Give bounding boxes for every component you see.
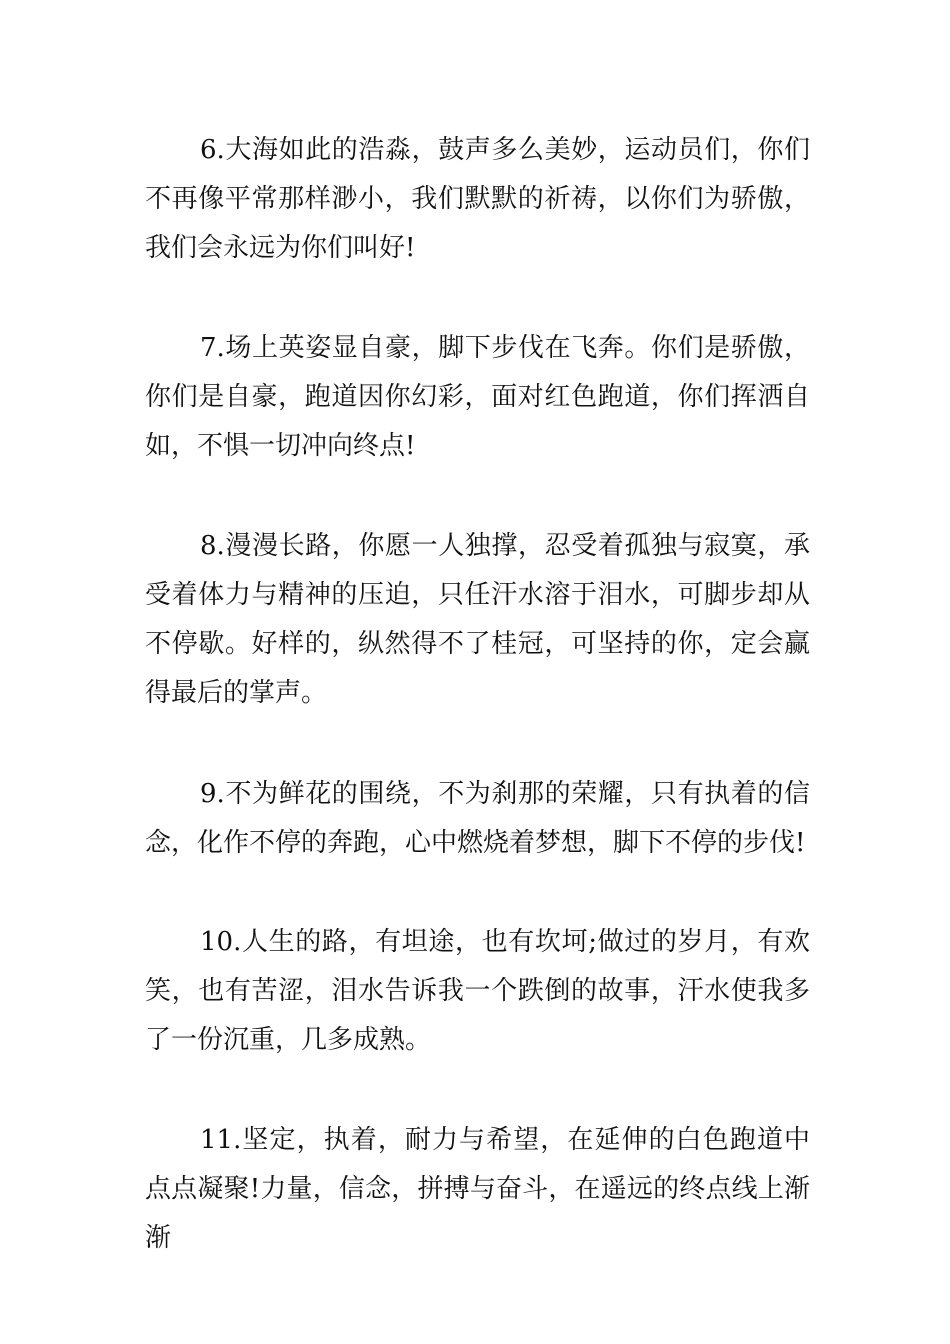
- paragraph-10: 10.人生的路，有坦途，也有坎坷;做过的岁月，有欢笑，也有苦涩，泪水告诉我一个跌倒的故事，汗水使我多了一份沉重，几多成熟。: [145, 927, 810, 1055]
- paragraph-6: 6.大海如此的浩淼，鼓声多么美妙，运动员们，你们不再像平常那样渺小，我们默默的祈祷，以你们为骄傲，我们会永远为你们叫好!: [145, 135, 810, 263]
- paragraph-8: 8.漫漫长路，你愿一人独撑，忍受着孤独与寂寞，承受着体力与精神的压迫，只任汗水溶于泪水，可脚步却从不停歇。好样的，纵然得不了桂冠，可坚持的你，定会赢得最后的掌声。: [145, 531, 810, 708]
- paragraph-9: 9.不为鲜花的围绕，不为刹那的荣耀，只有执着的信念，化作不停的奔跑，心中燃烧着梦想，脚下不停的步伐!: [145, 779, 810, 858]
- paragraph-7: 7.场上英姿显自豪，脚下步伐在飞奔。你们是骄傲，你们是自豪，跑道因你幻彩，面对红色跑道，你们挥洒自如，不惧一切冲向终点!: [145, 333, 810, 461]
- paragraph-11: 11.坚定，执着，耐力与希望，在延伸的白色跑道中点点凝聚!力量，信念，拼搏与奋斗，在遥远的终点线上渐渐: [145, 1125, 810, 1253]
